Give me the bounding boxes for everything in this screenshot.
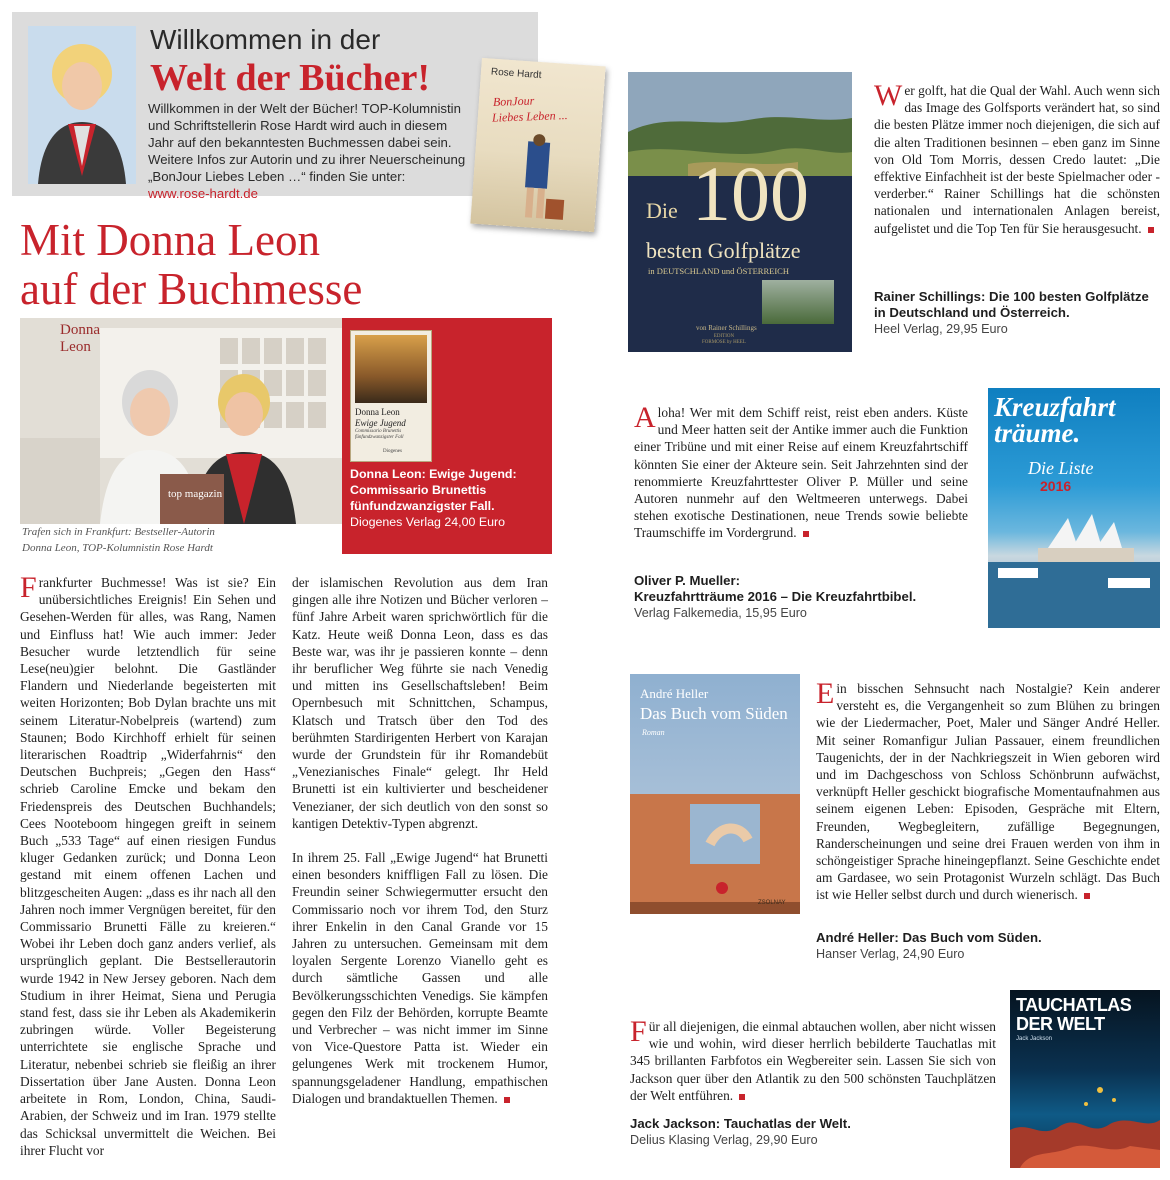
- dive-caption-publisher: Delius Klasing Verlag, 29,90 Euro: [630, 1133, 818, 1147]
- photo-caption: [22, 524, 342, 556]
- cruise-caption-publisher: Verlag Falkemedia, 15,95 Euro: [634, 606, 807, 620]
- book-info-text: [350, 466, 546, 530]
- dive-review-text: ür all diejenigen, die einmal abtauchen wollen, aber nicht wissen wie und wohin, wird dieser herrlich bebilderte Tauchatlas mit 345 brillanten Farbfotos ein Wegbereiter sein. Lassen Sie sich von Jackson quer über den Atlantik zu den 500 schönsten Tauchplätzen der Welt entführen.: [630, 1019, 996, 1103]
- book-title-2: Liebes Leben ...: [491, 108, 568, 125]
- cover-edition: EDITION FORMOSE by HEEL: [702, 334, 746, 345]
- heller-book-cover: [630, 674, 800, 914]
- book-info-title: Donna Leon: Ewige Jugend: Commissario Brunettis fünfundzwanzigster Fall.: [350, 467, 517, 513]
- cover-title: Kreuzfahrt träume.: [994, 392, 1116, 448]
- heller-caption-title: André Heller: Das Buch vom Süden.: [816, 930, 1042, 945]
- cover-die: Die: [646, 198, 678, 223]
- cover-roman: Roman: [642, 728, 665, 737]
- cover-year: 2016: [1040, 478, 1072, 494]
- article-column-2: [292, 574, 548, 1107]
- golf-caption: [874, 289, 1164, 337]
- golf-review: [874, 79, 1160, 237]
- book-author: Rose Hardt: [490, 66, 542, 82]
- cover-author: André Heller: [640, 686, 709, 701]
- cover-liste: Die Liste: [1028, 458, 1094, 478]
- column-2-paragraph-1: der islamischen Revolution aus dem Iran gingen alle ihre Notizen und Bücher verloren – fünf Jahre Arbeit waren sprichwörtlich für die Katz. Heute weiß Donna Leon, dass es das Beste war, was ihr je passieren konnte – denn ihr beruflicher Weg führte sie nach Venedig und mitten ins Gesellschaftsleben! Beim Opernbesuch mit Schnittchen, Schampus, Klatsch und Tratsch über den Tod des berühmten Stardirigenten Herbert von Karajan wurde der Grundstein für ihr Romandebüt „Venezianisches Finale“ gelegt. Ihr Held Brunetti ist ein kultivierter und bescheidener Venezianer, der sich deutlich von den sonst so kantigen Detektiv-Typen abgrenzt.: [292, 575, 548, 831]
- caption-line-1: Trafen sich in Frankfurt: Bestseller-Autorin: [22, 526, 215, 538]
- end-mark: [739, 1094, 745, 1100]
- heller-review-text: in bisschen Sehnsucht nach Nostalgie? Kein anderer versteht es, die Vergangenheit so zum Blühen zu bringen wie der Liedermacher, Poet, Maler und Sänger André Heller. Mit seiner Romanfigur Julian Passauer, einem freundlichen Taugenichts, der in der Nachkriegszeit in Wien geboren wird und im Dachgeschoss von Schloss Schönbrunn aufwächst, verknüpft Heller geschickt biografische Momentaufnahmen aus seinem eigenen Leben: Episoden, Gespräche mit Eltern, Freunden, Wegbegleitern, zufällige Begegnungen, Randerscheinungen und seine drei Frauen werden von ihm in schöngeistiger Sprache hineingepflanzt. Seine Geschichte endet am Gardasee, wo sein Protagonist Wurzeln schlägt. Das Buch ist wie Heller selbst durch und durch wienerisch.: [816, 681, 1160, 903]
- golf-book-cover: [628, 72, 852, 352]
- sydney-opera-illustration: [988, 508, 1160, 628]
- cover-painting: [355, 335, 427, 403]
- golf-caption-publisher: Heel Verlag, 29,95 Euro: [874, 322, 1008, 336]
- cruise-review-text: loha! Wer mit dem Schiff reist, reist eben anders. Küste und Meer hatten seit der Antike immer auch die Funktion einer Tribüne und mit einer Reise auf einem Kreuzfahrtschiff könnten Sie einer der Akteure sein. Seit Jahrzehnten sind der renommierte Kreuzfahrttester Oliver P. Müller und seine Autoren nunmehr auf den Weltmeeren unterwegs. Dabei stehen exotische Destinationen, neue Trends sowie beliebte Traumschiffe im Vordergrund.: [634, 405, 968, 541]
- book-figure-illustration: [501, 132, 577, 227]
- article-headline: [20, 216, 560, 314]
- dive-caption: [630, 1116, 996, 1148]
- column-2-paragraph-2-text: In ihrem 25. Fall „Ewige Jugend“ hat Brunetti einen besonders kniffligen Fall zu lösen. Die Freundin seiner Schwiegermutter ersucht den Commissario noch vor ihrem Tod, den Sturz ihrer Enkelin in den Canal Grande vor 15 Jahren zu untersuchen. Gemeinsam mit dem loyalen Sergente Lorenzo Vianello geht es durch sämtliche Gassen und alle Bevölkerungsschichten Venedigs. Sie kämpfen gegen den Filz der Behörden, korrupte Beamte und Verbrecher – was nicht immer im Sinne von Vice-Questore Patta ist. Wieder ein gelungenes Werk mit trockenem Humor, spannungsgeladener Handlung, empathischen Dialogen und brandaktuellen Themen.: [292, 850, 548, 1106]
- cover-number: 100: [692, 150, 809, 237]
- cover-author: Jack Jackson: [1016, 1036, 1053, 1042]
- cruise-book-cover: [988, 388, 1160, 628]
- book-title-1: BonJour: [492, 93, 535, 109]
- headline-line-2: auf der Buchmesse: [20, 264, 363, 314]
- dropcap: E: [816, 677, 835, 710]
- headline-line-1: Mit Donna Leon: [20, 215, 320, 265]
- cover-publisher: Diogenes: [383, 449, 402, 454]
- dropcap: A: [634, 401, 656, 434]
- welcome-title: Willkommen in der: [150, 24, 381, 55]
- welcome-body: Willkommen in der Welt der Bücher! TOP-Kolumnistin und Schriftstellerin Rose Hardt wird auch in diesem Jahr auf den bekanntesten Buchmessen dabei sein. Weitere Infos zur Autorin und zu ihrer Neuerscheinung „BonJour Liebes Leben …“ finden Sie unter:: [148, 101, 466, 184]
- cover-title-1: TAUCHATLAS: [1016, 995, 1132, 1015]
- cover-subtitle: in DEUTSCHLAND und ÖSTERREICH: [648, 266, 789, 276]
- reef-illustration: [1010, 1060, 1160, 1168]
- end-mark: [1148, 227, 1154, 233]
- golf-review-text: er golft, hat die Qual der Wahl. Auch wenn sich das Image des Golfsports verändert hat, so sind die besten Plätze immer noch diejenigen, die sich auf die alten Traditionen besinnen – eben ganz im Sinne von Old Tom Morris, dessen Credo lautet: „Die effektive Einfachheit ist der beste Spielmacher oder -verderber.“ Rainer Schillings hat die schönsten nationalen und internationalen Anlagen bereist, aufgelistet und die Top Ten für Sie herausgesucht.: [874, 83, 1160, 236]
- cover-publisher: ZSOLNAY: [758, 900, 786, 906]
- cover-title-2: DER WELT: [1016, 1014, 1105, 1034]
- tauchatlas-book-cover: [1010, 990, 1160, 1168]
- ewige-jugend-cover: [350, 330, 432, 462]
- dive-review: [630, 1015, 996, 1104]
- cover-author: Donna Leon: [355, 407, 400, 417]
- end-mark: [803, 531, 809, 537]
- column-1-text: rankfurter Buchmesse! Was ist sie? Ein unübersichtliches Ereignis! Ein Sehen und Gesehen-Werden für alles, was Rang, Namen und Einfluss hat! Wie auch immer: Jeder Besucher wurde letztendlich für seine Lese(neu)gier belohnt. Die Gastländer Flandern und Niederlande begeisterten mit weiten Horizonten; Bob Dylan brachte uns mit seinem Literatur-Nobelpreis (wartend) zum Staunen; Bodo Kirchhoff erhielt für seinen literarischen Roadtrip „Widerfahrnis“ den Deutschen Buchpreis; „Gegen den Hass“ schrieb Caroline Emcke und bekam den Friedenspreis des Deutschen Buchhandels; Cees Nooteboom hingegen greift in seinem Buch „533 Tage“ auf einen riesigen Fundus kluger Gedanken zurück; und Donna Leon gestand mit einem offenen Lachen und blitzgescheiten Augen: „dass es ihr nach all den Jahren noch immer Vergnügen bereitet, für den Commissario Brunetti Fälle zu kreieren.“ Wobei ihr Leben doch ganz anders verlief, als ursprünglich geplant. Die Bestsellerautorin wurde 1942 in New Jersey geboren. Nach dem Studium in ihrer Heimat, Siena und Perugia stand fest, dass sie ihr Leben als Akademikerin zubringen würde. Voller Begeisterung unterrichtete sie englische Sprache und Literatur, nebenbei schrieb sie fleißig an ihrer Dissertation über Jane Austen. Donna Leon arbeitete in Rom, London, China, Saudi-Arabien, der Schweiz und im Iran. 1979 stellte das Schicksal unvermittelt die Weichen. Bei ihrer Flucht vor: [20, 575, 276, 1158]
- cruise-caption-title-2: Kreuzfahrtträume 2016 – Die Kreuzfahrtbibel.: [634, 589, 917, 604]
- book-info-publisher: Diogenes Verlag 24,00 Euro: [350, 515, 505, 529]
- cover-title: Ewige Jugend: [355, 418, 406, 428]
- dropcap: F: [630, 1015, 647, 1048]
- cover-subtitle: Commissario Brunettis fünfundzwanzigster Fall: [355, 429, 404, 440]
- buchmesse-photo: [20, 318, 342, 524]
- heller-caption-publisher: Hanser Verlag, 24,90 Euro: [816, 947, 965, 961]
- cruise-review: [634, 401, 968, 542]
- cover-author: von Rainer Schillings: [696, 324, 757, 332]
- cover-inset-photo: [762, 280, 834, 324]
- article-column-1: [20, 571, 276, 1159]
- booth-sign-line-1: Donna: [60, 322, 100, 338]
- welcome-title-highlight: Welt der Bücher!: [150, 57, 431, 99]
- author-portrait: [28, 26, 136, 184]
- cruise-caption: [634, 573, 974, 621]
- caption-line-2: Donna Leon, TOP-Kolumnistin Rose Hardt: [22, 542, 213, 554]
- booth-sign: [60, 322, 100, 356]
- cover-title: besten Golfplätze: [646, 238, 801, 263]
- cover-title: Das Buch vom Süden: [640, 704, 788, 723]
- bonjour-book-cover: [470, 58, 605, 232]
- golf-caption-title: Rainer Schillings: Die 100 besten Golfplätze in Deutschland und Österreich.: [874, 289, 1149, 320]
- heller-caption: [816, 930, 1160, 962]
- cover-title: [1016, 996, 1131, 1034]
- end-mark: [504, 1097, 510, 1103]
- end-mark: [1084, 893, 1090, 899]
- dropcap: F: [20, 571, 37, 604]
- heller-review: [816, 677, 1160, 904]
- cover-wall-illustration: [630, 784, 800, 914]
- welcome-text: [148, 100, 470, 202]
- dive-caption-title: Jack Jackson: Tauchatlas der Welt.: [630, 1116, 851, 1131]
- website-link[interactable]: www.rose-hardt.de: [148, 186, 258, 201]
- magazine-label: top magazin: [168, 488, 223, 500]
- column-2-paragraph-2: [292, 849, 548, 1107]
- dropcap: W: [874, 79, 903, 112]
- cruise-caption-title-1: Oliver P. Mueller:: [634, 573, 741, 588]
- booth-sign-line-2: Leon: [60, 339, 91, 355]
